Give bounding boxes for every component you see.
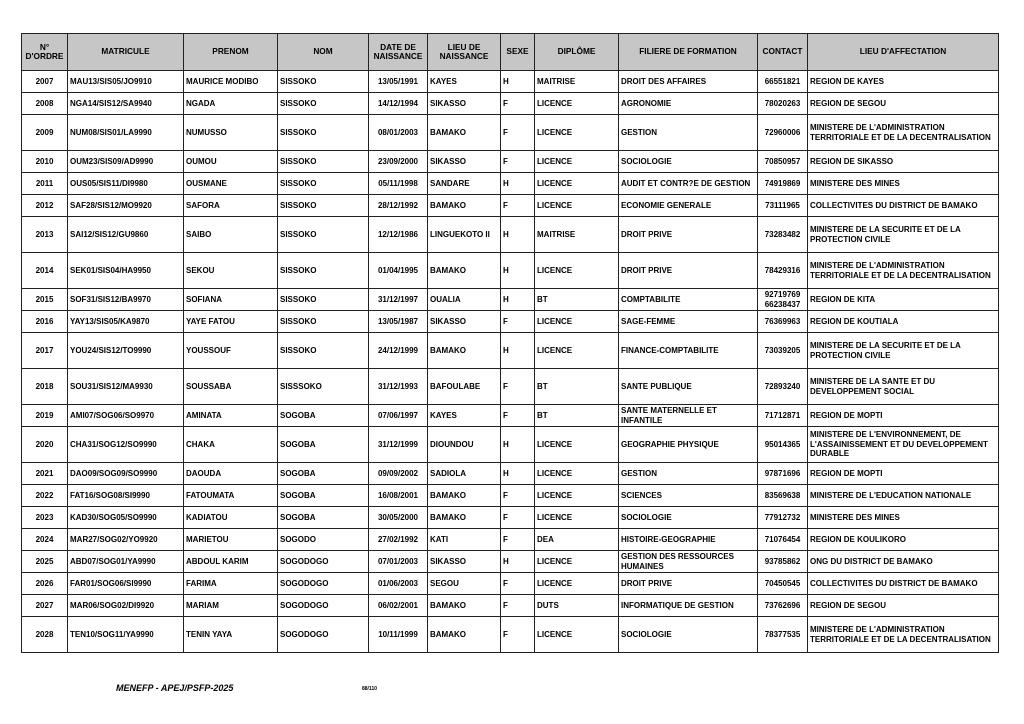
cell-matricule: AMI07/SOG06/SO9970: [68, 405, 184, 427]
cell-contact: 95014365: [758, 427, 808, 463]
cell-prenom: CHAKA: [184, 427, 278, 463]
cell-affectation: REGION DE KOULIKORO: [808, 529, 999, 551]
cell-filiere: DROIT PRIVE: [619, 573, 758, 595]
header-nom: NOM: [278, 34, 369, 71]
cell-date: 12/12/1986: [369, 217, 428, 253]
cell-filiere: GEOGRAPHIE PHYSIQUE: [619, 427, 758, 463]
table-row: [22, 551, 999, 573]
cell-filiere: SCIENCES: [619, 485, 758, 507]
cell-filiere: AGRONOMIE: [619, 93, 758, 115]
cell-diplome: LICENCE: [535, 551, 619, 573]
cell-num: 2028: [22, 617, 68, 653]
cell-affectation: MINISTERE DE L'ADMINISTRATION TERRITORIALE ET DE LA DECENTRALISATION: [808, 617, 999, 653]
cell-num: 2024: [22, 529, 68, 551]
cell-date: 06/02/2001: [369, 595, 428, 617]
cell-nom: SOGODOGO: [278, 573, 369, 595]
cell-sexe: F: [501, 507, 535, 529]
cell-filiere: GESTION DES RESSOURCES HUMAINES: [619, 551, 758, 573]
cell-prenom: ABDOUL KARIM: [184, 551, 278, 573]
cell-contact: 74919869: [758, 173, 808, 195]
cell-num: 2016: [22, 311, 68, 333]
cell-lieu: KAYES: [428, 71, 501, 93]
cell-lieu: BAFOULABE: [428, 369, 501, 405]
cell-filiere: SOCIOLOGIE: [619, 151, 758, 173]
cell-nom: SOGOBA: [278, 405, 369, 427]
header-affectation: LIEU D'AFFECTATION: [808, 34, 999, 71]
cell-lieu: BAMAKO: [428, 333, 501, 369]
cell-sexe: F: [501, 195, 535, 217]
cell-diplome: MAITRISE: [535, 71, 619, 93]
cell-sexe: H: [501, 217, 535, 253]
cell-nom: SISSOKO: [278, 289, 369, 311]
table-row: [22, 93, 999, 115]
cell-contact: 66551821: [758, 71, 808, 93]
cell-lieu: BAMAKO: [428, 485, 501, 507]
cell-diplome: LICENCE: [535, 151, 619, 173]
cell-matricule: ABD07/SOG01/YA9990: [68, 551, 184, 573]
cell-contact: 78020263: [758, 93, 808, 115]
cell-num: 2008: [22, 93, 68, 115]
cell-filiere: AUDIT ET CONTR?E DE GESTION: [619, 173, 758, 195]
cell-lieu: SIKASSO: [428, 93, 501, 115]
cell-diplome: LICENCE: [535, 573, 619, 595]
cell-sexe: F: [501, 115, 535, 151]
cell-affectation: MINISTERE DES MINES: [808, 507, 999, 529]
cell-nom: SISSOKO: [278, 195, 369, 217]
cell-sexe: H: [501, 427, 535, 463]
cell-lieu: SIKASSO: [428, 151, 501, 173]
cell-nom: SOGOBA: [278, 485, 369, 507]
cell-date: 23/09/2000: [369, 151, 428, 173]
cell-prenom: OUSMANE: [184, 173, 278, 195]
cell-date: 31/12/1999: [369, 427, 428, 463]
cell-affectation: COLLECTIVITES DU DISTRICT DE BAMAKO: [808, 573, 999, 595]
cell-contact: 70850957: [758, 151, 808, 173]
cell-filiere: SOCIOLOGIE: [619, 507, 758, 529]
cell-prenom: YAYE FATOU: [184, 311, 278, 333]
cell-affectation: MINISTERE DE L'ENVIRONNEMENT, DE L'ASSAINISSEMENT ET DU DEVELOPPEMENT DURABLE: [808, 427, 999, 463]
cell-num: 2014: [22, 253, 68, 289]
cell-affectation: ONG DU DISTRICT DE BAMAKO: [808, 551, 999, 573]
cell-sexe: F: [501, 369, 535, 405]
cell-prenom: NGADA: [184, 93, 278, 115]
cell-lieu: BAMAKO: [428, 195, 501, 217]
cell-filiere: ECONOMIE GENERALE: [619, 195, 758, 217]
cell-filiere: DROIT PRIVE: [619, 253, 758, 289]
cell-filiere: SANTE MATERNELLE ET INFANTILE: [619, 405, 758, 427]
cell-num: 2026: [22, 573, 68, 595]
cell-date: 01/06/2003: [369, 573, 428, 595]
cell-num: 2023: [22, 507, 68, 529]
cell-contact: 73111965: [758, 195, 808, 217]
cell-matricule: NUM08/SIS01/LA9990: [68, 115, 184, 151]
cell-prenom: MAURICE MODIBO: [184, 71, 278, 93]
cell-sexe: F: [501, 595, 535, 617]
table-body: [22, 71, 999, 653]
table-row: [22, 617, 999, 653]
cell-diplome: LICENCE: [535, 617, 619, 653]
cell-diplome: LICENCE: [535, 195, 619, 217]
cell-num: 2009: [22, 115, 68, 151]
cell-contact: 73039205: [758, 333, 808, 369]
cell-nom: SISSOKO: [278, 253, 369, 289]
table-row: [22, 507, 999, 529]
cell-matricule: YAY13/SIS05/KA9870: [68, 311, 184, 333]
cell-prenom: KADIATOU: [184, 507, 278, 529]
cell-diplome: LICENCE: [535, 485, 619, 507]
cell-diplome: MAITRISE: [535, 217, 619, 253]
cell-contact: 76369963: [758, 311, 808, 333]
cell-prenom: MARIETOU: [184, 529, 278, 551]
cell-date: 16/08/2001: [369, 485, 428, 507]
cell-contact: 92719769 66238437: [758, 289, 808, 311]
cell-diplome: BT: [535, 405, 619, 427]
table-row: [22, 595, 999, 617]
cell-affectation: REGION DE KAYES: [808, 71, 999, 93]
cell-matricule: NGA14/SIS12/SA9940: [68, 93, 184, 115]
cell-filiere: HISTOIRE-GEOGRAPHIE: [619, 529, 758, 551]
cell-num: 2027: [22, 595, 68, 617]
cell-affectation: COLLECTIVITES DU DISTRICT DE BAMAKO: [808, 195, 999, 217]
cell-diplome: LICENCE: [535, 93, 619, 115]
cell-filiere: SAGE-FEMME: [619, 311, 758, 333]
table-row: [22, 173, 999, 195]
assignment-table: [21, 33, 999, 653]
cell-nom: SISSSOKO: [278, 369, 369, 405]
table-row: [22, 485, 999, 507]
cell-nom: SOGOBA: [278, 507, 369, 529]
cell-contact: 70450545: [758, 573, 808, 595]
cell-diplome: LICENCE: [535, 333, 619, 369]
cell-lieu: SIKASSO: [428, 551, 501, 573]
cell-date: 07/06/1997: [369, 405, 428, 427]
cell-matricule: DAO09/SOG09/SO9990: [68, 463, 184, 485]
header-row: [22, 34, 999, 71]
table-row: [22, 195, 999, 217]
table-row: [22, 151, 999, 173]
cell-filiere: COMPTABILITE: [619, 289, 758, 311]
cell-nom: SOGODOGO: [278, 617, 369, 653]
cell-num: 2021: [22, 463, 68, 485]
cell-sexe: F: [501, 529, 535, 551]
cell-contact: 73283482: [758, 217, 808, 253]
cell-matricule: MAR06/SOG02/DI9920: [68, 595, 184, 617]
cell-contact: 72960006: [758, 115, 808, 151]
cell-filiere: GESTION: [619, 463, 758, 485]
cell-num: 2017: [22, 333, 68, 369]
cell-affectation: REGION DE KITA: [808, 289, 999, 311]
table-row: [22, 427, 999, 463]
cell-matricule: CHA31/SOG12/SO9990: [68, 427, 184, 463]
table-row: [22, 71, 999, 93]
table-row: [22, 463, 999, 485]
cell-lieu: BAMAKO: [428, 253, 501, 289]
cell-num: 2022: [22, 485, 68, 507]
cell-num: 2018: [22, 369, 68, 405]
cell-nom: SOGODO: [278, 529, 369, 551]
cell-sexe: H: [501, 253, 535, 289]
cell-sexe: F: [501, 405, 535, 427]
table-row: [22, 369, 999, 405]
cell-date: 14/12/1994: [369, 93, 428, 115]
cell-date: 31/12/1993: [369, 369, 428, 405]
cell-matricule: YOU24/SIS12/TO9990: [68, 333, 184, 369]
cell-filiere: GESTION: [619, 115, 758, 151]
cell-nom: SOGOBA: [278, 463, 369, 485]
cell-contact: 73762696: [758, 595, 808, 617]
cell-diplome: DEA: [535, 529, 619, 551]
cell-lieu: BAMAKO: [428, 617, 501, 653]
table-row: [22, 311, 999, 333]
cell-contact: 77912732: [758, 507, 808, 529]
cell-affectation: REGION DE SEGOU: [808, 93, 999, 115]
cell-affectation: REGION DE SIKASSO: [808, 151, 999, 173]
table-row: [22, 573, 999, 595]
cell-num: 2007: [22, 71, 68, 93]
cell-sexe: F: [501, 617, 535, 653]
cell-lieu: KAYES: [428, 405, 501, 427]
cell-date: 28/12/1992: [369, 195, 428, 217]
cell-num: 2020: [22, 427, 68, 463]
cell-nom: SISSOKO: [278, 71, 369, 93]
cell-contact: 93785862: [758, 551, 808, 573]
cell-affectation: MINISTERE DE L'EDUCATION NATIONALE: [808, 485, 999, 507]
cell-sexe: H: [501, 173, 535, 195]
header-contact: CONTACT: [758, 34, 808, 71]
cell-sexe: F: [501, 151, 535, 173]
cell-date: 31/12/1997: [369, 289, 428, 311]
cell-diplome: LICENCE: [535, 427, 619, 463]
cell-nom: SISSOKO: [278, 311, 369, 333]
cell-contact: 71076454: [758, 529, 808, 551]
cell-matricule: MAU13/SIS05/JO9910: [68, 71, 184, 93]
cell-date: 30/05/2000: [369, 507, 428, 529]
cell-date: 01/04/1995: [369, 253, 428, 289]
cell-lieu: SANDARE: [428, 173, 501, 195]
cell-matricule: SAI12/SIS12/GU9860: [68, 217, 184, 253]
cell-nom: SISSOKO: [278, 173, 369, 195]
table-row: [22, 115, 999, 151]
cell-matricule: SEK01/SIS04/HA9950: [68, 253, 184, 289]
cell-num: 2013: [22, 217, 68, 253]
cell-prenom: YOUSSOUF: [184, 333, 278, 369]
cell-prenom: SOFIANA: [184, 289, 278, 311]
cell-diplome: BT: [535, 369, 619, 405]
cell-prenom: SOUSSABA: [184, 369, 278, 405]
cell-nom: SISSOKO: [278, 93, 369, 115]
cell-lieu: SADIOLA: [428, 463, 501, 485]
cell-diplome: LICENCE: [535, 173, 619, 195]
page-number: 88/110: [362, 686, 378, 692]
header-filiere: FILIERE DE FORMATION: [619, 34, 758, 71]
cell-nom: SOGOBA: [278, 427, 369, 463]
cell-num: 2019: [22, 405, 68, 427]
header-matricule: MATRICULE: [68, 34, 184, 71]
cell-matricule: SOU31/SIS12/MA9930: [68, 369, 184, 405]
cell-prenom: TENIN YAYA: [184, 617, 278, 653]
header-prenom: PRENOM: [184, 34, 278, 71]
cell-date: 07/01/2003: [369, 551, 428, 573]
cell-matricule: SOF31/SIS12/BA9970: [68, 289, 184, 311]
cell-num: 2012: [22, 195, 68, 217]
cell-prenom: AMINATA: [184, 405, 278, 427]
cell-affectation: MINISTERE DE LA SECURITE ET DE LA PROTECTION CIVILE: [808, 333, 999, 369]
cell-sexe: H: [501, 551, 535, 573]
cell-date: 27/02/1992: [369, 529, 428, 551]
cell-prenom: MARIAM: [184, 595, 278, 617]
cell-diplome: DUTS: [535, 595, 619, 617]
footer-title: MENEFP - APEJ/PSFP-2025: [116, 683, 234, 693]
cell-contact: 72893240: [758, 369, 808, 405]
table-row: [22, 333, 999, 369]
cell-diplome: LICENCE: [535, 507, 619, 529]
cell-affectation: REGION DE MOPTI: [808, 405, 999, 427]
cell-nom: SOGODOGO: [278, 551, 369, 573]
cell-sexe: F: [501, 93, 535, 115]
cell-affectation: MINISTERE DE L'ADMINISTRATION TERRITORIALE ET DE LA DECENTRALISATION: [808, 115, 999, 151]
cell-num: 2025: [22, 551, 68, 573]
cell-matricule: OUM23/SIS09/AD9990: [68, 151, 184, 173]
cell-matricule: MAR27/SOG02/YO9920: [68, 529, 184, 551]
cell-matricule: OUS05/SIS11/DI9980: [68, 173, 184, 195]
cell-lieu: BAMAKO: [428, 595, 501, 617]
cell-filiere: FINANCE-COMPTABILITE: [619, 333, 758, 369]
header-diplome: DIPLÔME: [535, 34, 619, 71]
cell-affectation: REGION DE SEGOU: [808, 595, 999, 617]
header-num: N° D'ORDRE: [22, 34, 68, 71]
cell-prenom: FATOUMATA: [184, 485, 278, 507]
cell-sexe: F: [501, 573, 535, 595]
cell-date: 09/09/2002: [369, 463, 428, 485]
cell-filiere: DROIT PRIVE: [619, 217, 758, 253]
cell-prenom: DAOUDA: [184, 463, 278, 485]
cell-sexe: H: [501, 463, 535, 485]
cell-date: 08/01/2003: [369, 115, 428, 151]
cell-filiere: SOCIOLOGIE: [619, 617, 758, 653]
cell-lieu: LINGUEKOTO II: [428, 217, 501, 253]
header-date: DATE DE NAISSANCE: [369, 34, 428, 71]
cell-diplome: LICENCE: [535, 311, 619, 333]
cell-nom: SISSOKO: [278, 217, 369, 253]
cell-affectation: MINISTERE DE LA SECURITE ET DE LA PROTECTION CIVILE: [808, 217, 999, 253]
cell-matricule: TEN10/SOG11/YA9990: [68, 617, 184, 653]
cell-diplome: LICENCE: [535, 253, 619, 289]
cell-affectation: REGION DE MOPTI: [808, 463, 999, 485]
cell-num: 2015: [22, 289, 68, 311]
cell-lieu: OUALIA: [428, 289, 501, 311]
cell-date: 13/05/1991: [369, 71, 428, 93]
cell-matricule: FAR01/SOG06/SI9990: [68, 573, 184, 595]
cell-matricule: FAT16/SOG08/SI9990: [68, 485, 184, 507]
cell-prenom: SEKOU: [184, 253, 278, 289]
cell-lieu: BAMAKO: [428, 507, 501, 529]
cell-contact: 97871696: [758, 463, 808, 485]
cell-sexe: H: [501, 71, 535, 93]
cell-lieu: SEGOU: [428, 573, 501, 595]
cell-matricule: SAF28/SIS12/MO9920: [68, 195, 184, 217]
cell-date: 10/11/1999: [369, 617, 428, 653]
cell-sexe: H: [501, 333, 535, 369]
table-row: [22, 405, 999, 427]
cell-lieu: BAMAKO: [428, 115, 501, 151]
cell-prenom: NUMUSSO: [184, 115, 278, 151]
header-sexe: SEXE: [501, 34, 535, 71]
cell-diplome: BT: [535, 289, 619, 311]
table-row: [22, 253, 999, 289]
cell-sexe: F: [501, 311, 535, 333]
cell-prenom: SAIBO: [184, 217, 278, 253]
cell-nom: SISSOKO: [278, 151, 369, 173]
cell-filiere: SANTE PUBLIQUE: [619, 369, 758, 405]
cell-contact: 83569638: [758, 485, 808, 507]
cell-num: 2010: [22, 151, 68, 173]
cell-sexe: H: [501, 289, 535, 311]
cell-affectation: MINISTERE DE L'ADMINISTRATION TERRITORIALE ET DE LA DECENTRALISATION: [808, 253, 999, 289]
cell-lieu: KATI: [428, 529, 501, 551]
cell-affectation: REGION DE KOUTIALA: [808, 311, 999, 333]
cell-contact: 71712871: [758, 405, 808, 427]
table-row: [22, 529, 999, 551]
cell-nom: SOGODOGO: [278, 595, 369, 617]
cell-date: 24/12/1999: [369, 333, 428, 369]
cell-diplome: LICENCE: [535, 463, 619, 485]
cell-filiere: INFORMATIQUE DE GESTION: [619, 595, 758, 617]
cell-prenom: OUMOU: [184, 151, 278, 173]
cell-affectation: MINISTERE DE LA SANTE ET DU DEVELOPPEMENT SOCIAL: [808, 369, 999, 405]
cell-date: 13/05/1987: [369, 311, 428, 333]
table-row: [22, 217, 999, 253]
cell-contact: 78429316: [758, 253, 808, 289]
cell-prenom: FARIMA: [184, 573, 278, 595]
cell-filiere: DROIT DES AFFAIRES: [619, 71, 758, 93]
cell-nom: SISSOKO: [278, 333, 369, 369]
cell-num: 2011: [22, 173, 68, 195]
cell-diplome: LICENCE: [535, 115, 619, 151]
cell-matricule: KAD30/SOG05/SO9990: [68, 507, 184, 529]
cell-prenom: SAFORA: [184, 195, 278, 217]
cell-sexe: F: [501, 485, 535, 507]
header-lieu: LIEU DE NAISSANCE: [428, 34, 501, 71]
cell-affectation: MINISTERE DES MINES: [808, 173, 999, 195]
cell-lieu: SIKASSO: [428, 311, 501, 333]
cell-lieu: DIOUNDOU: [428, 427, 501, 463]
cell-nom: SISSOKO: [278, 115, 369, 151]
cell-contact: 78377535: [758, 617, 808, 653]
cell-date: 05/11/1998: [369, 173, 428, 195]
table-row: [22, 289, 999, 311]
